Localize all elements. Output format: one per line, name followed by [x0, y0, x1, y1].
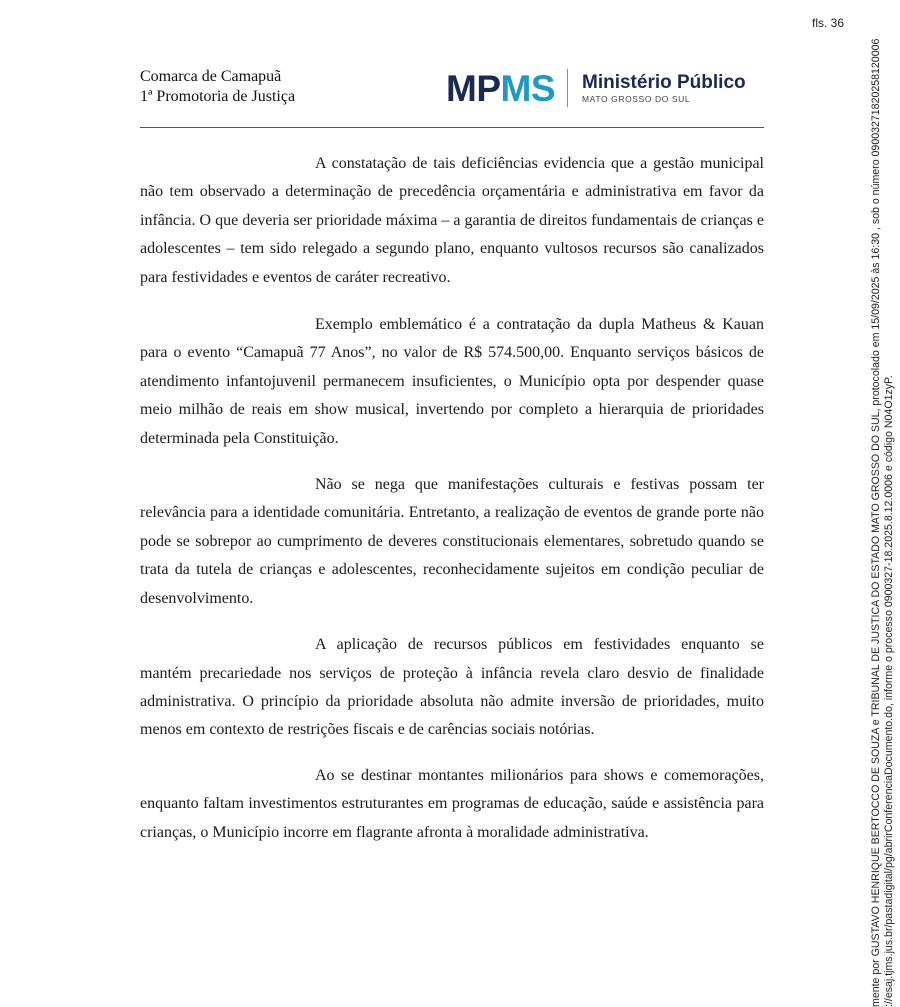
header-divider	[140, 127, 764, 128]
office-header	[140, 67, 295, 107]
paragraph: A constatação de tais deficiências evidencia que a gestão municipal não tem observado a determinação de precedência orçamentária e administrativa em favor da infância. O que deveria ser prioridade máxima – a garantia de direitos fundamentais de crianças e adolescentes – tem sido relegado a segundo plano, enquanto vultosos recursos são canalizados para festividades e eventos de caráter recreativo.	[140, 155, 764, 286]
logo-mark-ms: MS	[500, 67, 555, 109]
paragraph: A aplicação de recursos públicos em festividades enquanto se mantém precariedade nos serviços de proteção à infância revela claro desvio de finalidade administrativa. O princípio da prioridade absoluta não admite inversão de prioridades, muito menos em contexto de restrições fiscais e de carências sociais notórias.	[140, 636, 764, 739]
side-note-text	[870, 39, 896, 1007]
logo-subtitle: MATO GROSSO DO SUL	[582, 93, 691, 104]
logo-title: Ministério Público	[582, 71, 746, 93]
mpms-logo	[446, 64, 746, 112]
promotoria-line: 1ª Promotoria de Justiça	[140, 88, 296, 105]
logo-divider	[567, 69, 568, 107]
paragraph: Ao se destinar montantes milionários para shows e comemorações, enquanto faltam investimentos estruturantes em programas de educação, saúde e assistência para crianças, o Município incorre em flagrante afronta à moralidade administrativa.	[140, 766, 764, 841]
logo-mark-mp: MP	[446, 67, 501, 109]
document-body	[140, 150, 764, 866]
side-authentication-note	[866, 0, 900, 1007]
page-number: fls. 36	[812, 16, 845, 30]
comarca-line: Comarca de Camapuã	[140, 68, 282, 85]
side-note-line-2: ://esaj.tjms.jus.br/pastadigital/pg/abrirConferenciaDocumento.do, informe o processo 0900327-18.2025.8.12.0006 e código N04O1zyP.	[883, 375, 895, 1007]
mpms-logo-mark	[446, 67, 555, 109]
logo-text	[582, 72, 746, 105]
paragraph: Não se nega que manifestações culturais e festivas possam ter relevância para a identidade comunitária. Entretanto, a realização de eventos de grande porte não pode se sobrepor ao cumprimento de deveres constitucionais elementares, sobretudo quando se trata da tutela de crianças e adolescentes, reconhecidamente sujeitos em condição peculiar de desenvolvimento.	[140, 476, 764, 607]
side-note-line-1: mente por GUSTAVO HENRIQUE BERTOCCO DE SOUZA e TRIBUNAL DE JUSTICA DO ESTADO MATO GROSSO DO SUL, protocolado em 15/09/2025 às 16:30 , sob o número 09003271820258120006	[870, 38, 882, 1007]
paragraph: Exemplo emblemático é a contratação da dupla Matheus & Kauan para o evento “Camapuã 77 Anos”, no valor de R$ 574.500,00. Enquanto serviços básicos de atendimento infantojuvenil permanecem insuficientes, o Município opta por despender quase meio milhão de reais em show musical, invertendo por completo a hierarquia de prioridades determinada pela Constituição.	[140, 316, 764, 447]
